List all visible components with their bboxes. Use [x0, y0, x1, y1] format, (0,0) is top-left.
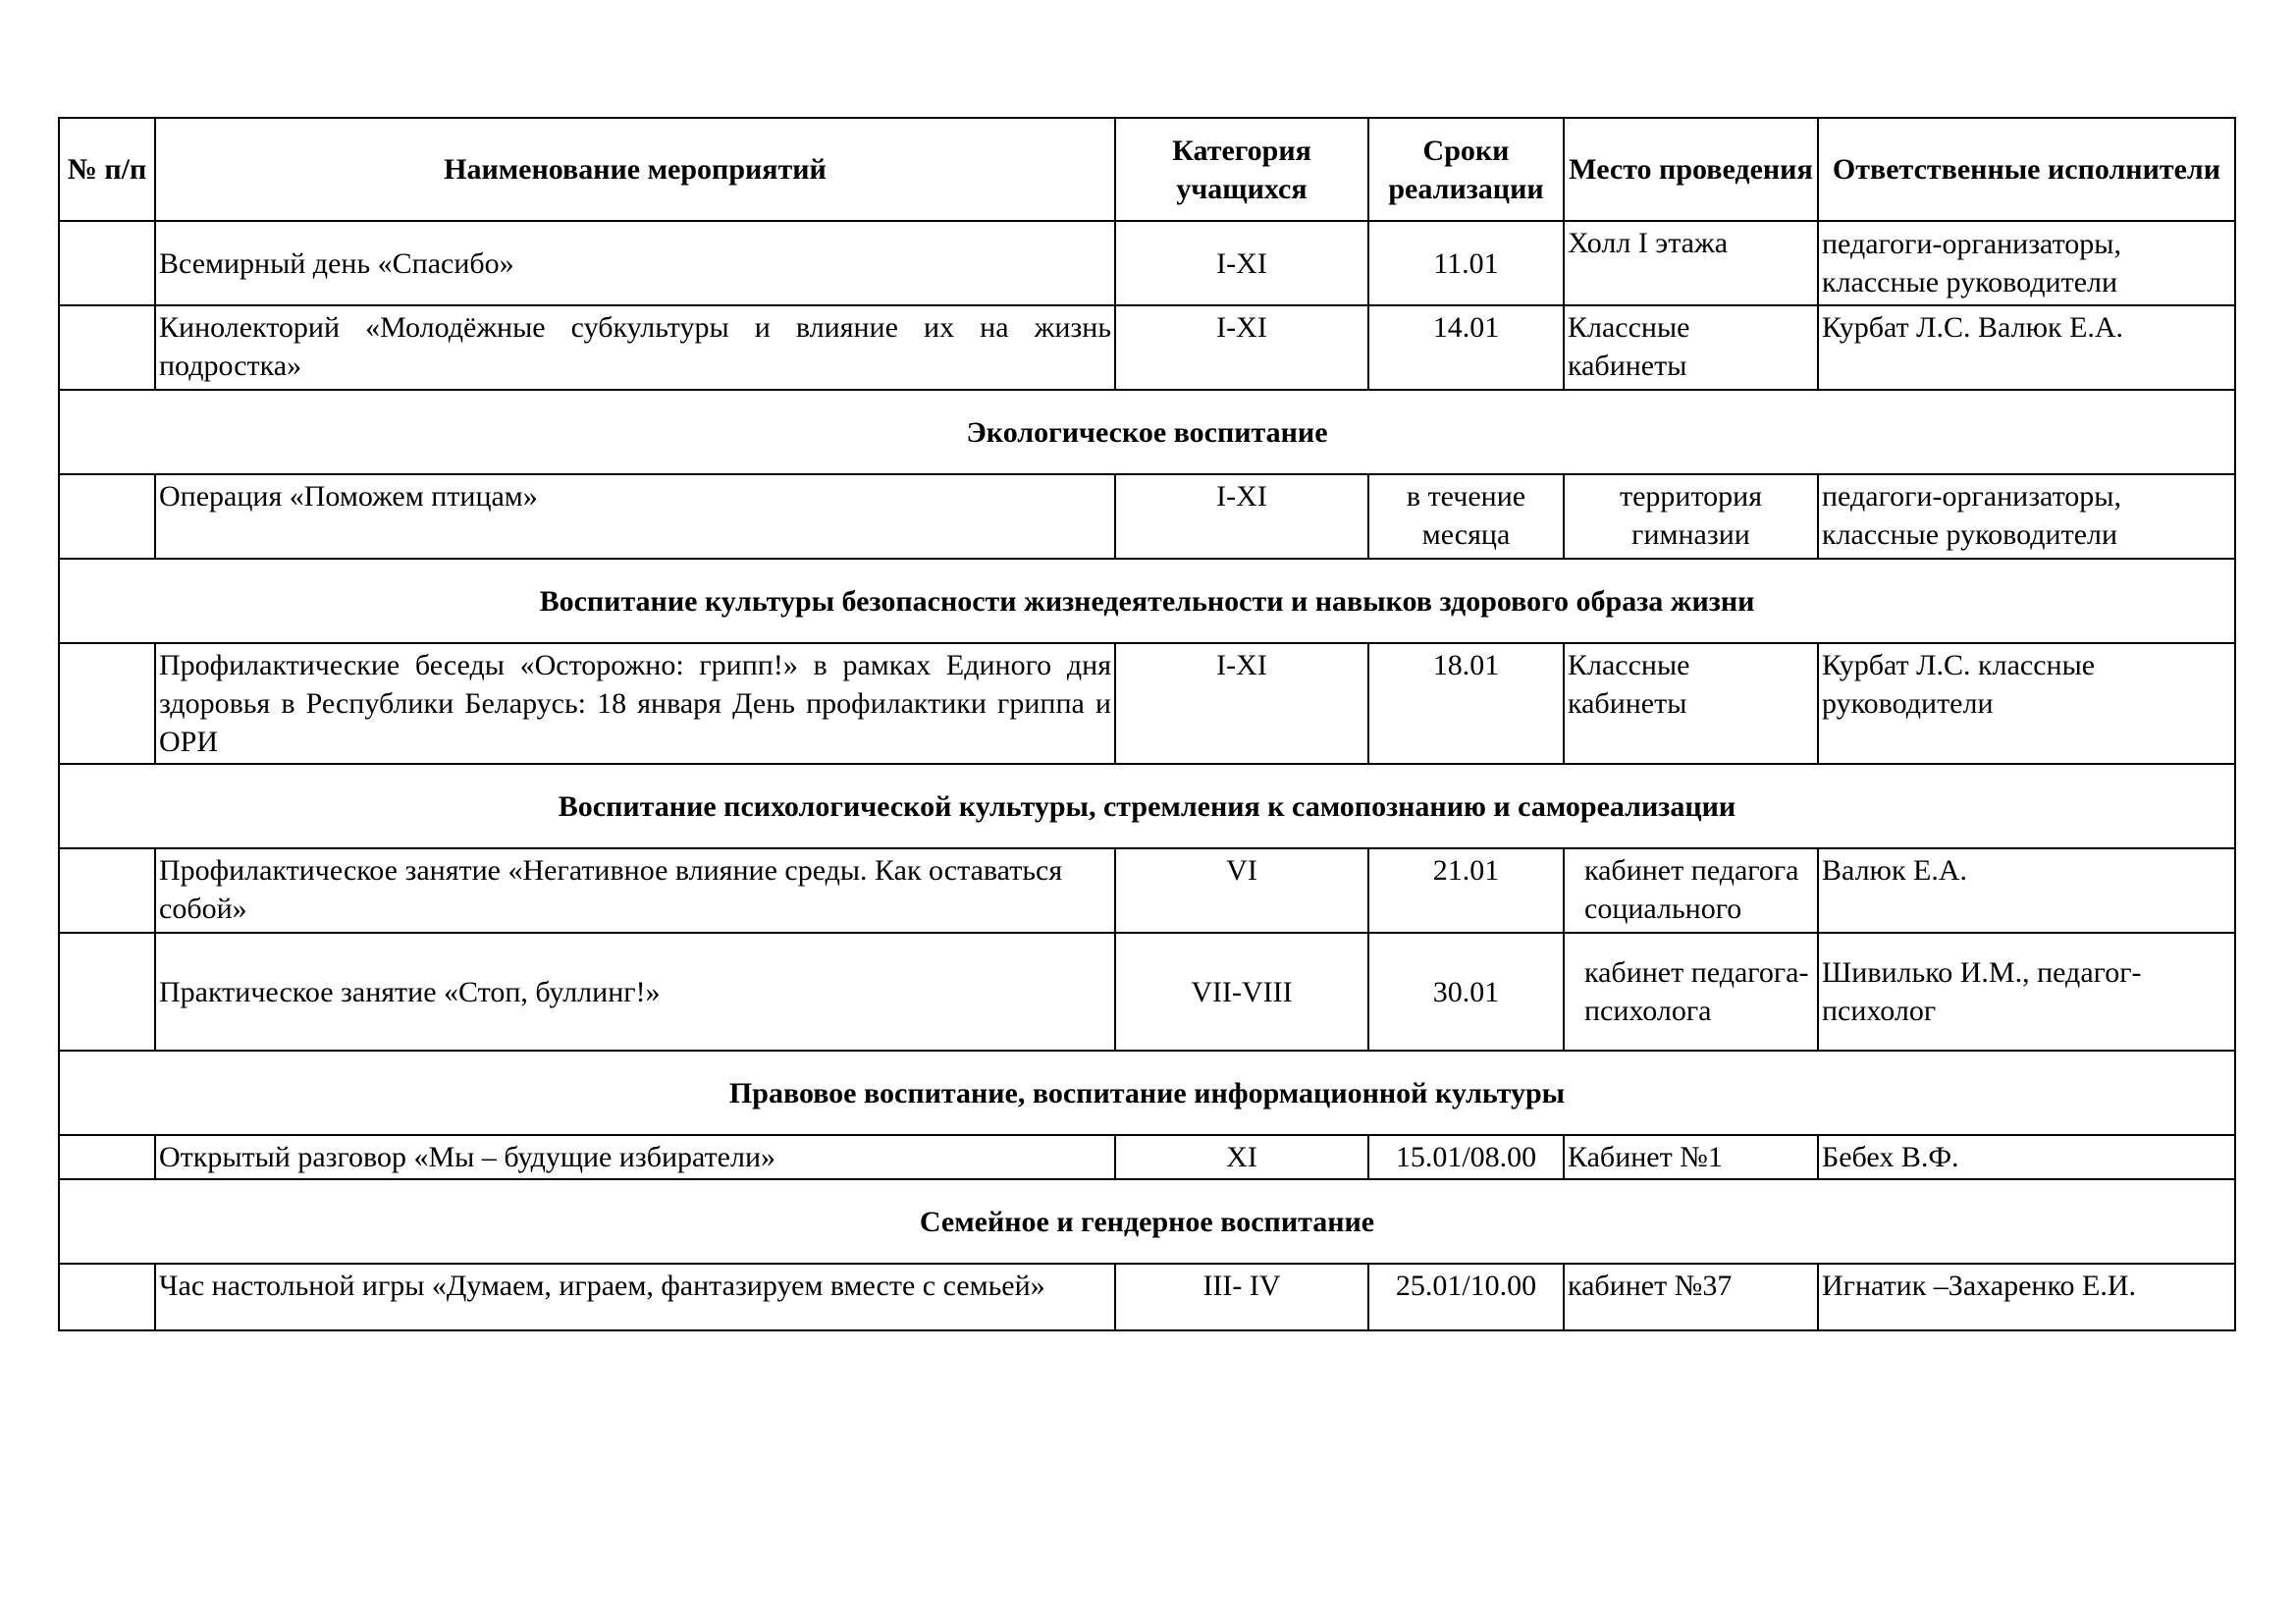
cell-num	[59, 221, 155, 305]
cell-category: I-XI	[1115, 221, 1368, 305]
cell-dates: 14.01	[1368, 305, 1564, 390]
cell-name: Операция «Поможем птицам»	[155, 474, 1115, 559]
table-row	[59, 305, 2235, 390]
cell-name: Открытый разговор «Мы – будущие избиратели»	[155, 1135, 1115, 1179]
section-title: Воспитание психологической культуры, стремления к самопознанию и самореализации	[59, 764, 2235, 848]
cell-category: I-XI	[1115, 474, 1368, 559]
cell-responsible: Курбат Л.С. Валюк Е.А.	[1818, 305, 2235, 390]
cell-responsible: Курбат Л.С. классные руководители	[1818, 643, 2235, 764]
cell-name: Профилактическое занятие «Негативное влияние среды. Как оставаться собой»	[155, 848, 1115, 933]
header-dates: Сроки реализации	[1368, 118, 1564, 221]
events-plan-table	[58, 117, 2236, 1331]
section-row	[59, 1051, 2235, 1135]
section-title: Экологическое воспитание	[59, 390, 2235, 474]
cell-dates: 11.01	[1368, 221, 1564, 305]
table-row	[59, 848, 2235, 933]
cell-place: Классные кабинеты	[1564, 305, 1818, 390]
cell-name: Практическое занятие «Стоп, буллинг!»	[155, 933, 1115, 1051]
cell-category: I-XI	[1115, 305, 1368, 390]
cell-place: кабинет педагога социального	[1564, 848, 1818, 933]
cell-num	[59, 1264, 155, 1330]
cell-dates: 25.01/10.00	[1368, 1264, 1564, 1330]
cell-name: Всемирный день «Спасибо»	[155, 221, 1115, 305]
section-row	[59, 559, 2235, 643]
table-row	[59, 474, 2235, 559]
section-row	[59, 764, 2235, 848]
cell-place: Холл I этажа	[1564, 221, 1818, 305]
cell-name: Кинолекторий «Молодёжные субкультуры и влияние их на жизнь подростка»	[155, 305, 1115, 390]
cell-num	[59, 643, 155, 764]
cell-num	[59, 848, 155, 933]
cell-dates: в течение месяца	[1368, 474, 1564, 559]
cell-responsible: педагоги-организаторы, классные руководители	[1818, 474, 2235, 559]
cell-place: Классные кабинеты	[1564, 643, 1818, 764]
cell-responsible: Бебех В.Ф.	[1818, 1135, 2235, 1179]
cell-category: XI	[1115, 1135, 1368, 1179]
cell-responsible: Валюк Е.А.	[1818, 848, 2235, 933]
header-category: Категория учащихся	[1115, 118, 1368, 221]
cell-num	[59, 305, 155, 390]
cell-dates: 21.01	[1368, 848, 1564, 933]
table-row	[59, 933, 2235, 1051]
cell-num	[59, 933, 155, 1051]
cell-responsible: педагоги-организаторы, классные руководители	[1818, 221, 2235, 305]
cell-num	[59, 474, 155, 559]
cell-category: VI	[1115, 848, 1368, 933]
cell-dates: 18.01	[1368, 643, 1564, 764]
table-header-row	[59, 118, 2235, 221]
cell-place: Кабинет №1	[1564, 1135, 1818, 1179]
cell-place: кабинет педагога-психолога	[1564, 933, 1818, 1051]
table-row	[59, 1135, 2235, 1179]
cell-category: I-XI	[1115, 643, 1368, 764]
header-name: Наименование мероприятий	[155, 118, 1115, 221]
section-title: Воспитание культуры безопасности жизнедеятельности и навыков здорового образа жизни	[59, 559, 2235, 643]
table-row	[59, 1264, 2235, 1330]
header-place: Место проведения	[1564, 118, 1818, 221]
cell-dates: 30.01	[1368, 933, 1564, 1051]
section-title: Семейное и гендерное воспитание	[59, 1179, 2235, 1264]
cell-place: территория гимназии	[1564, 474, 1818, 559]
section-title: Правовое воспитание, воспитание информационной культуры	[59, 1051, 2235, 1135]
table-row	[59, 221, 2235, 305]
cell-category: III- IV	[1115, 1264, 1368, 1330]
header-num: № п/п	[59, 118, 155, 221]
cell-name: Час настольной игры «Думаем, играем, фантазируем вместе с семьей»	[155, 1264, 1115, 1330]
cell-dates: 15.01/08.00	[1368, 1135, 1564, 1179]
cell-num	[59, 1135, 155, 1179]
cell-responsible: Шивилько И.М., педагог-психолог	[1818, 933, 2235, 1051]
section-row	[59, 1179, 2235, 1264]
cell-place: кабинет №37	[1564, 1264, 1818, 1330]
table-row	[59, 643, 2235, 764]
cell-responsible: Игнатик –Захаренко Е.И.	[1818, 1264, 2235, 1330]
header-responsible: Ответственные исполнители	[1818, 118, 2235, 221]
cell-category: VII-VIII	[1115, 933, 1368, 1051]
cell-name: Профилактические беседы «Осторожно: грипп!» в рамках Единого дня здоровья в Республики Беларусь: 18 января День профилактики гриппа и ОРИ	[155, 643, 1115, 764]
section-row	[59, 390, 2235, 474]
